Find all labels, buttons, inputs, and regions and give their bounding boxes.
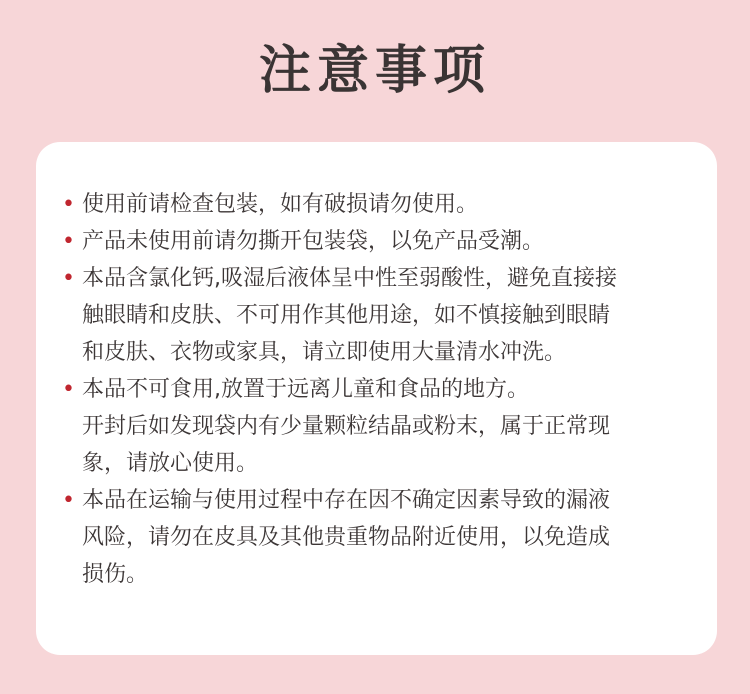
notice-line: 和皮肤、衣物或家具，请立即使用大量清水冲洗。: [82, 340, 567, 365]
notice-line: 象，请放心使用。: [82, 451, 259, 476]
bullet-icon: •: [62, 377, 75, 402]
notice-list: [58, 186, 697, 593]
page-title: 注意事项: [258, 40, 491, 101]
notice-line: 本品不可食用,放置于远离儿童和食品的地方。: [82, 377, 529, 402]
notice-line: 风险，请勿在皮具及其他贵重物品附近使用，以免造成: [82, 525, 611, 550]
notice-card: [36, 142, 717, 655]
bullet-icon: •: [62, 229, 75, 254]
notice-line: 产品未使用前请勿撕开包装袋，以免产品受潮。: [82, 229, 545, 254]
notice-line: 触眼睛和皮肤、不可用作其他用途，如不慎接触到眼睛: [82, 303, 611, 328]
bullet-icon: •: [62, 192, 75, 217]
bullet-icon: •: [62, 266, 75, 291]
notice-item-2: [58, 223, 697, 260]
notice-line: 本品在运输与使用过程中存在因不确定因素导致的漏液: [82, 488, 611, 513]
notice-item-1: [58, 186, 697, 223]
notice-item-3: [58, 260, 697, 371]
notice-line: 本品含氯化钙,吸湿后液体呈中性至弱酸性，避免直接接: [82, 266, 617, 291]
notice-item-4: [58, 371, 697, 482]
notice-line: 使用前请检查包装，如有破损请勿使用。: [82, 192, 479, 217]
bullet-icon: •: [62, 488, 75, 513]
notice-item-5: [58, 482, 697, 593]
notice-line: 开封后如发现袋内有少量颗粒结晶或粉末，属于正常现: [82, 414, 611, 439]
notice-line: 损伤。: [82, 562, 149, 587]
